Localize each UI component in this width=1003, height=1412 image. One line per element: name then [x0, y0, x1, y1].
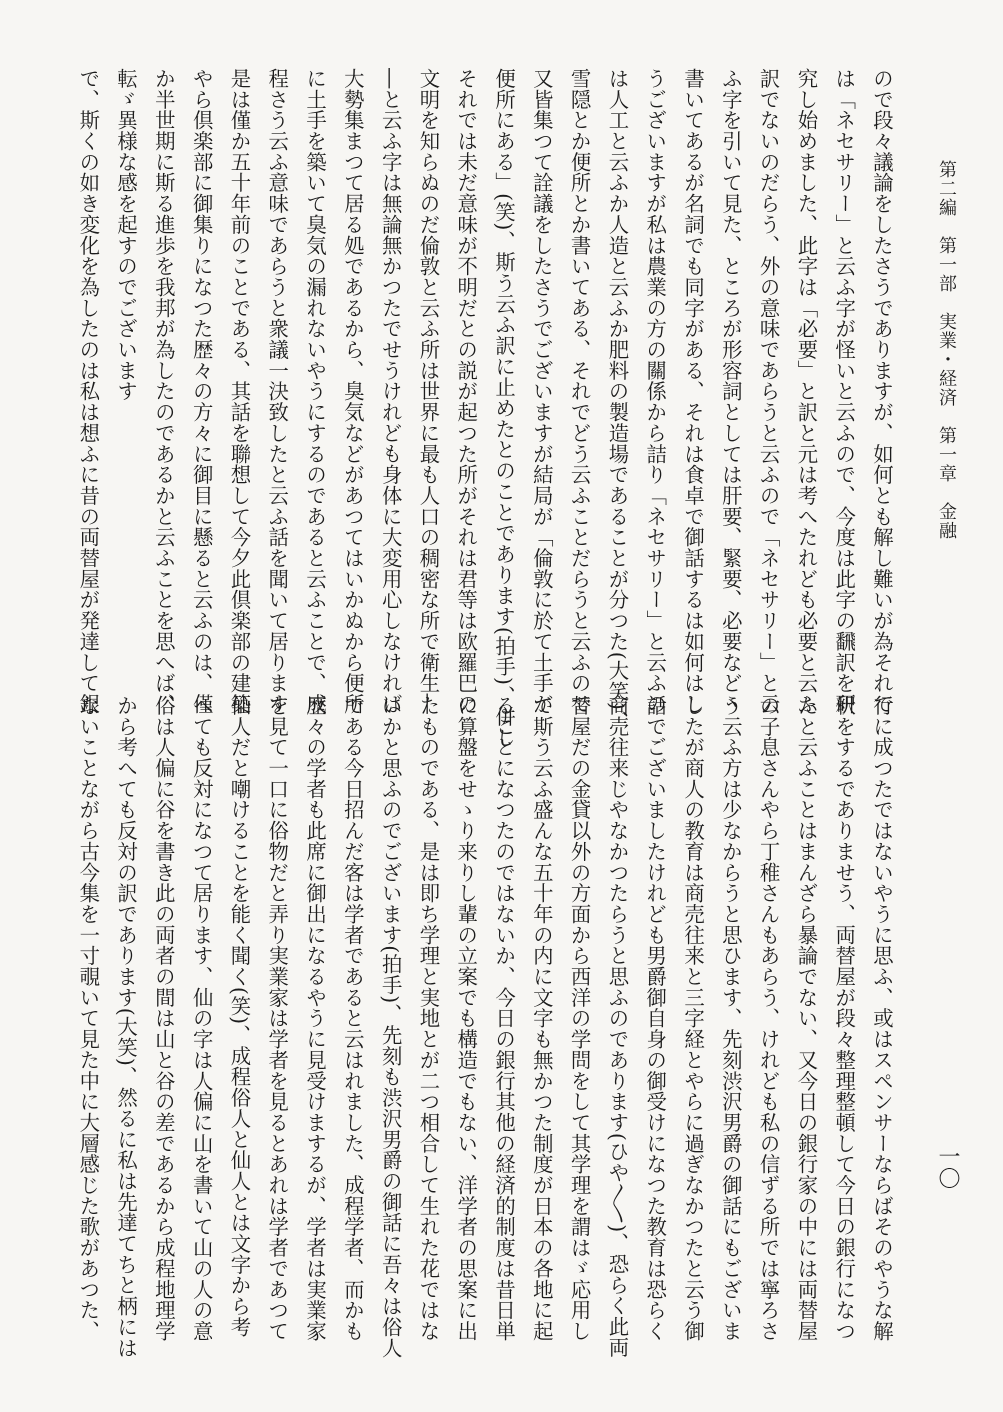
text-line: 商売往来じやなかつたらうと思ふのであります(ひや〳〵)、恐らく此両	[605, 695, 630, 1358]
text-line: 文明を知らぬのだ倫敦と云ふ所は世界に最も人口の稠密な所で衛生―	[416, 68, 441, 715]
text-line: 歴々の学者も此席に御出になるやうに見受けまするが、学者は実業家	[303, 695, 328, 1342]
text-line: 便所にある」(笑)、斯う云ふ訳に止めたとのことであります(拍手)、併し	[492, 68, 517, 748]
text-line: したが商人の教育は商売往来と三字経とやらに過ぎなかつたと云う御	[681, 695, 706, 1342]
text-line: 行に成つたではないやうに思ふ、或はスペンサーならばそのやうな解	[870, 695, 894, 1342]
text-line: やら倶楽部に御集りになつた歴々の方々に御目に懸ると云ふのは、僅	[189, 68, 214, 715]
text-line: 俗は人偏に谷を書き此の両者の間は山と谷の差であるから成程地理学	[151, 695, 176, 1342]
text-line: 又皆集つて詮議をしたさうでございますが結局が「倫敦に於て土手が	[529, 68, 554, 715]
text-line: ることになつたのではないか、今日の銀行其他の経済的制度は昔日単	[492, 695, 517, 1342]
text-line: から考へても反対の訳であります(大笑)、然るに私は先達てちと柄には	[114, 695, 139, 1359]
text-line: 大勢集まつて居る処であるから、臭気などがあつてはいかぬから便所	[340, 68, 365, 715]
text-line: たと云ふことはまんざら暴論でない、又今日の銀行家の中には両替屋	[794, 695, 819, 1342]
text-line: に算盤をせゝり来りし輩の立案でも構造でもない、洋学者の思案に出	[454, 695, 479, 1342]
text-line: 話でございましたけれども男爵御自身の御受けになつた教育は恐らく	[643, 695, 668, 1342]
text-line: うございますが私は農業の方の關係から詰り「ネセサリー」と云ふの	[643, 68, 668, 715]
upper-text-block	[76, 68, 900, 748]
lower-text-block	[76, 695, 900, 1359]
text-line: それでは未だ意味が不明だとの説が起つた所がそれは君等は欧羅巴の	[454, 68, 479, 715]
text-line: 程さう云ふ意味であらうと衆議一決致したと云ふ話を聞いて居ります	[265, 68, 290, 715]
text-line: 転ゞ異様な感を起すのでございます	[114, 68, 139, 402]
text-line: に土手を築いて臭気の漏れないやうにするのであると云ふことで、成	[303, 68, 328, 715]
text-line: は「ネセサリー」と云ふ字が怪いと云ふので、今度は此字の飜訳を研	[832, 68, 857, 715]
text-line: ―と云ふ字は無論無かつたでせうけれども身体に大変用心しなければ	[378, 68, 403, 715]
text-line: を見て一口に俗物だと弄り実業家は学者を見るとあれは学者であつて	[265, 695, 290, 1342]
text-line: ないことながら古今集を一寸覗いて見た中に大層感じた歌があつた、	[76, 695, 101, 1342]
text-line: 替屋だの金貸以外の方面から西洋の学問をして其学理を謂はゞ応用し	[567, 695, 592, 1342]
text-line: は人工と云ふか人造と云ふか肥料の製造場であることが分つた(大笑)、	[605, 68, 630, 732]
text-line: 訳でないのだらう、外の意味であらうと云ふので「ネセサリー」と云	[756, 68, 781, 715]
text-line: の子息さんやら丁稚さんもあらう、けれども私の信ずる所では寧ろさ	[756, 695, 781, 1342]
running-header: 第二編 第一部 実業・経済 第一章 金融	[936, 160, 957, 540]
text-line: 仙人だと嘲けることを能く聞く(笑)、成程俗人と仙人とは文字から考	[227, 695, 252, 1338]
text-line: て斯う云ふ盛んな五十年の内に文字も無かつた制度が日本の各地に起	[529, 695, 554, 1342]
page-number: 一〇	[935, 1145, 960, 1189]
text-line: いかと思ふのでございます(拍手)、先刻も渋沢男爵の御話に吾々は俗人	[378, 695, 403, 1359]
text-line: う云ふ方は少なからうと思ひます、先刻渋沢男爵の御話にもございま	[718, 695, 743, 1342]
text-line: で、斯くの如き変化を為したのは私は想ふに昔の両替屋が発達して銀	[76, 68, 101, 715]
text-line: 是は僅か五十年前のことである、其話を聯想して今夕此倶楽部の建築	[227, 68, 252, 715]
text-line: 雪隠とか便所とか書いてある、それでどう云ふことだらうと云ふので	[567, 68, 592, 715]
text-line: たものである、是は即ち学理と実地とが二つ相合して生れた花ではな	[416, 695, 441, 1342]
text-line: 釈をするでありませう、両替屋が段々整理整頓して今日の銀行になつ	[832, 695, 857, 1342]
text-line: 書いてあるが名詞でも同字がある、それは食卓で御話するは如何はし	[681, 68, 706, 715]
text-line: か半世期に斯る進歩を我邦が為したのであるかと云ふことを思へば、	[151, 68, 176, 715]
text-line: へても反対になつて居ります、仙の字は人偏に山を書いて山の人の意	[189, 695, 214, 1342]
text-line: である今日招んだ客は学者であると云はれました、成程学者、而かも	[340, 695, 365, 1342]
text-line: 究し始めました、此字は「必要」と訳と元は考へたれども必要と云ふ	[794, 68, 819, 715]
text-line: ふ字を引いて見た、ところが形容詞としては肝要、緊要、必要など丶	[718, 68, 743, 715]
text-line: ので段々議論をしたさうでありますが、如何とも解し難いが為それで	[870, 68, 894, 715]
